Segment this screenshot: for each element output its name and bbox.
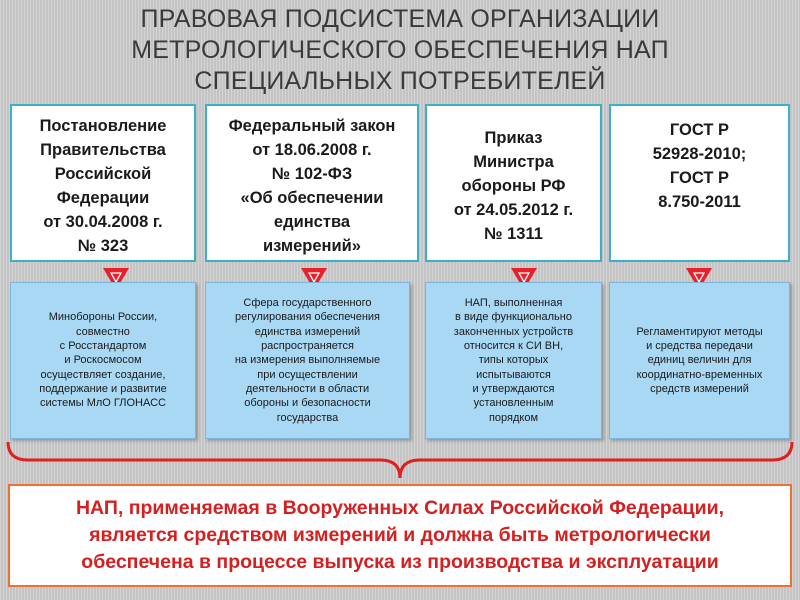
description-box-1	[10, 282, 196, 439]
document-box-3	[425, 104, 602, 262]
document-box-1	[10, 104, 196, 262]
document-title-3: Приказ Министра обороны РФ от 24.05.2012 г. № 1311	[453, 129, 574, 243]
description-box-2	[205, 282, 410, 439]
description-text-4: Регламентируют методы и средства передачи единиц величин для координатно-временных средств измерений	[636, 325, 763, 395]
bracket-connector	[6, 440, 794, 480]
title-line-1: ПРАВОВАЯ ПОДСИСТЕМА ОРГАНИЗАЦИИ	[140, 5, 660, 33]
conclusion-box: НАП, применяемая в Вооруженных Силах Российской Федерации, является средством измерений и должна быть метрологически обеспечена в процессе выпуска из производства и эксплуатации	[8, 484, 792, 587]
description-text-2: Сфера государственного регулирования обеспечения единства измерений распространяется на измерения выполняемые при осуществлении деятельности в области обороны и безопасности государства	[234, 297, 381, 424]
description-box-4	[609, 282, 790, 439]
document-box-4	[609, 104, 790, 262]
document-box-2	[205, 104, 419, 262]
description-text-3: НАП, выполненная в виде функционально законченных устройств относится к СИ ВН, типы которых испытываются и утверждаются установленным порядком	[453, 297, 574, 424]
page-title	[0, 4, 800, 97]
document-title-1: Постановление Правительства Российской Федерации от 30.04.2008 г. № 323	[39, 117, 167, 255]
title-line-2: МЕТРОЛОГИЧЕСКОГО ОБЕСПЕЧЕНИЯ НАП	[131, 36, 669, 64]
document-title-4: ГОСТ Р 52928-2010; ГОСТ Р 8.750-2011	[652, 121, 747, 211]
title-line-3: СПЕЦИАЛЬНЫХ ПОТРЕБИТЕЛЕЙ	[194, 67, 606, 95]
description-text-1: Минобороны России, совместно с Росстандартом и Роскосмосом осуществляет создание, поддержание и развитие системы МлО ГЛОНАСС	[39, 311, 167, 410]
document-title-2: Федеральный закон от 18.06.2008 г. № 102-ФЗ «Об обеспечении единства измерений»	[228, 117, 396, 255]
description-box-3	[425, 282, 602, 439]
